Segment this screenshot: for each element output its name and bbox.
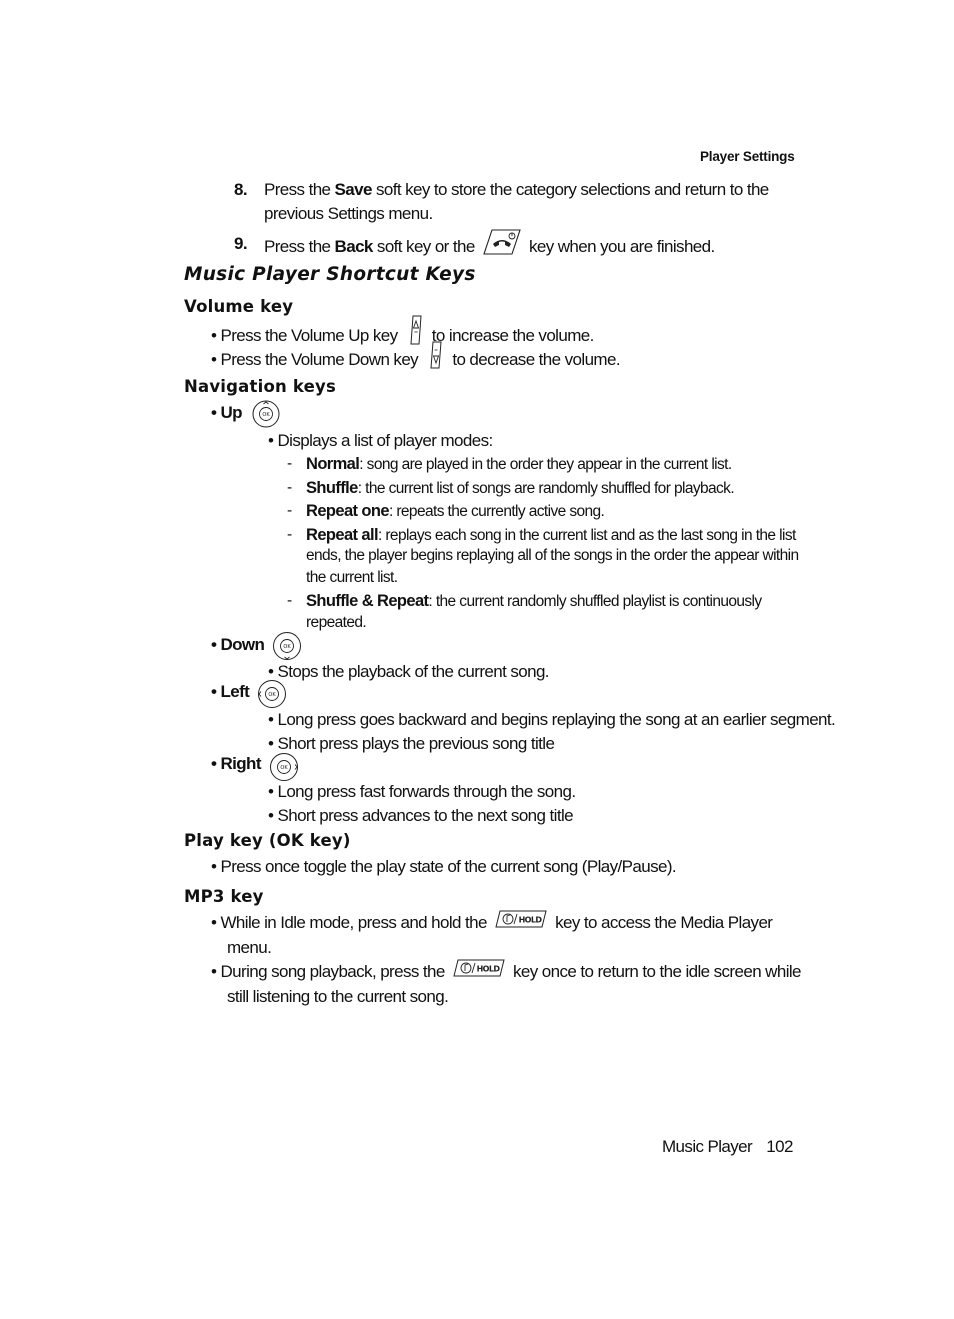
nav-left-label: • Left <box>211 682 250 701</box>
nav-down-label: • Down <box>211 635 265 654</box>
nav-right-label: • Right <box>211 754 261 773</box>
section-title: Music Player Shortcut Keys <box>184 264 476 285</box>
mp3-item-1-continued: menu. <box>227 938 272 957</box>
volume-up-key-icon <box>410 315 422 350</box>
mode-shuffle-repeat-continued: repeated. <box>306 614 367 631</box>
step-text-continued: previous Settings menu. <box>264 204 433 223</box>
music-hold-key-icon <box>495 910 547 933</box>
running-header: Player Settings <box>700 149 795 164</box>
mode-repeat-all-continued: the current list. <box>306 569 398 586</box>
mp3-item-2: • During song playback, press the HOLD key once to return to the idle screen while <box>211 962 801 982</box>
mp3-item-2-continued: still listening to the current song. <box>227 987 449 1006</box>
navigation-keys-heading: Navigation keys <box>184 377 336 396</box>
mode-repeat-one: Repeat one: repeats the currently active song. <box>306 502 605 520</box>
volume-down-key-icon <box>430 341 442 374</box>
mode-repeat-all-continued: ends, the player begins replaying all of the songs in the order the appear within <box>306 547 799 564</box>
mode-shuffle-repeat: Shuffle & Repeat: the current randomly shuffled playlist is continuously <box>306 592 762 610</box>
volume-up-item: • Press the Volume Up key to increase the volume. <box>211 323 594 350</box>
nav-right-bullet: • Long press fast forwards through the song. <box>268 782 576 801</box>
mode-repeat-all: Repeat all: replays each song in the current list and as the last song in the list <box>306 526 796 544</box>
nav-down-bullet: • Stops the playback of the current song. <box>268 662 549 681</box>
play-key-heading: Play key (OK key) <box>184 831 351 850</box>
volume-key-heading: Volume key <box>184 297 294 316</box>
mp3-item-1: • While in Idle mode, press and hold the HOLD key to access the Media Player <box>211 913 772 933</box>
nav-up-key-icon <box>251 399 281 434</box>
svg-text:OK: OK <box>268 692 276 698</box>
mode-shuffle: Shuffle: the current list of songs are randomly shuffled for playback. <box>306 479 735 497</box>
mode-dash: - <box>287 502 292 519</box>
nav-right-bullet: • Short press advances to the next song title <box>268 806 573 825</box>
step-text: Press the Back soft key or the key when you are finished. <box>264 234 715 261</box>
step-number: 9. <box>234 234 247 253</box>
music-hold-key-icon <box>453 959 505 982</box>
step-number: 8. <box>234 180 247 199</box>
mode-dash: - <box>287 526 292 543</box>
step-text: Press the Save soft key to store the category selections and return to the <box>264 180 769 199</box>
mode-dash: - <box>287 479 292 496</box>
nav-left-bullet: • Short press plays the previous song title <box>268 734 555 753</box>
svg-text:OK: OK <box>283 644 291 650</box>
nav-up-label: • Up <box>211 403 242 422</box>
nav-up-bullet: • Displays a list of player modes: <box>268 431 493 450</box>
mode-dash: - <box>287 455 292 472</box>
nav-left-bullet: • Long press goes backward and begins replaying the song at an earlier segment. <box>268 710 836 729</box>
footer-section: Music Player <box>662 1137 753 1156</box>
svg-text:HOLD: HOLD <box>476 964 500 974</box>
svg-text:OK: OK <box>262 412 270 418</box>
svg-text:HOLD: HOLD <box>518 915 542 925</box>
page-number: 102 <box>766 1137 793 1156</box>
mode-normal: Normal: song are played in the order they appear in the current list. <box>306 455 732 473</box>
footer <box>662 1137 793 1157</box>
mode-dash: - <box>287 592 292 609</box>
volume-down-item: • Press the Volume Down key to decrease the volume. <box>211 347 620 374</box>
end-key-icon <box>482 228 522 261</box>
svg-text:OK: OK <box>280 765 288 771</box>
play-key-item: • Press once toggle the play state of the current song (Play/Pause). <box>211 857 677 876</box>
mp3-key-heading: MP3 key <box>184 887 264 906</box>
